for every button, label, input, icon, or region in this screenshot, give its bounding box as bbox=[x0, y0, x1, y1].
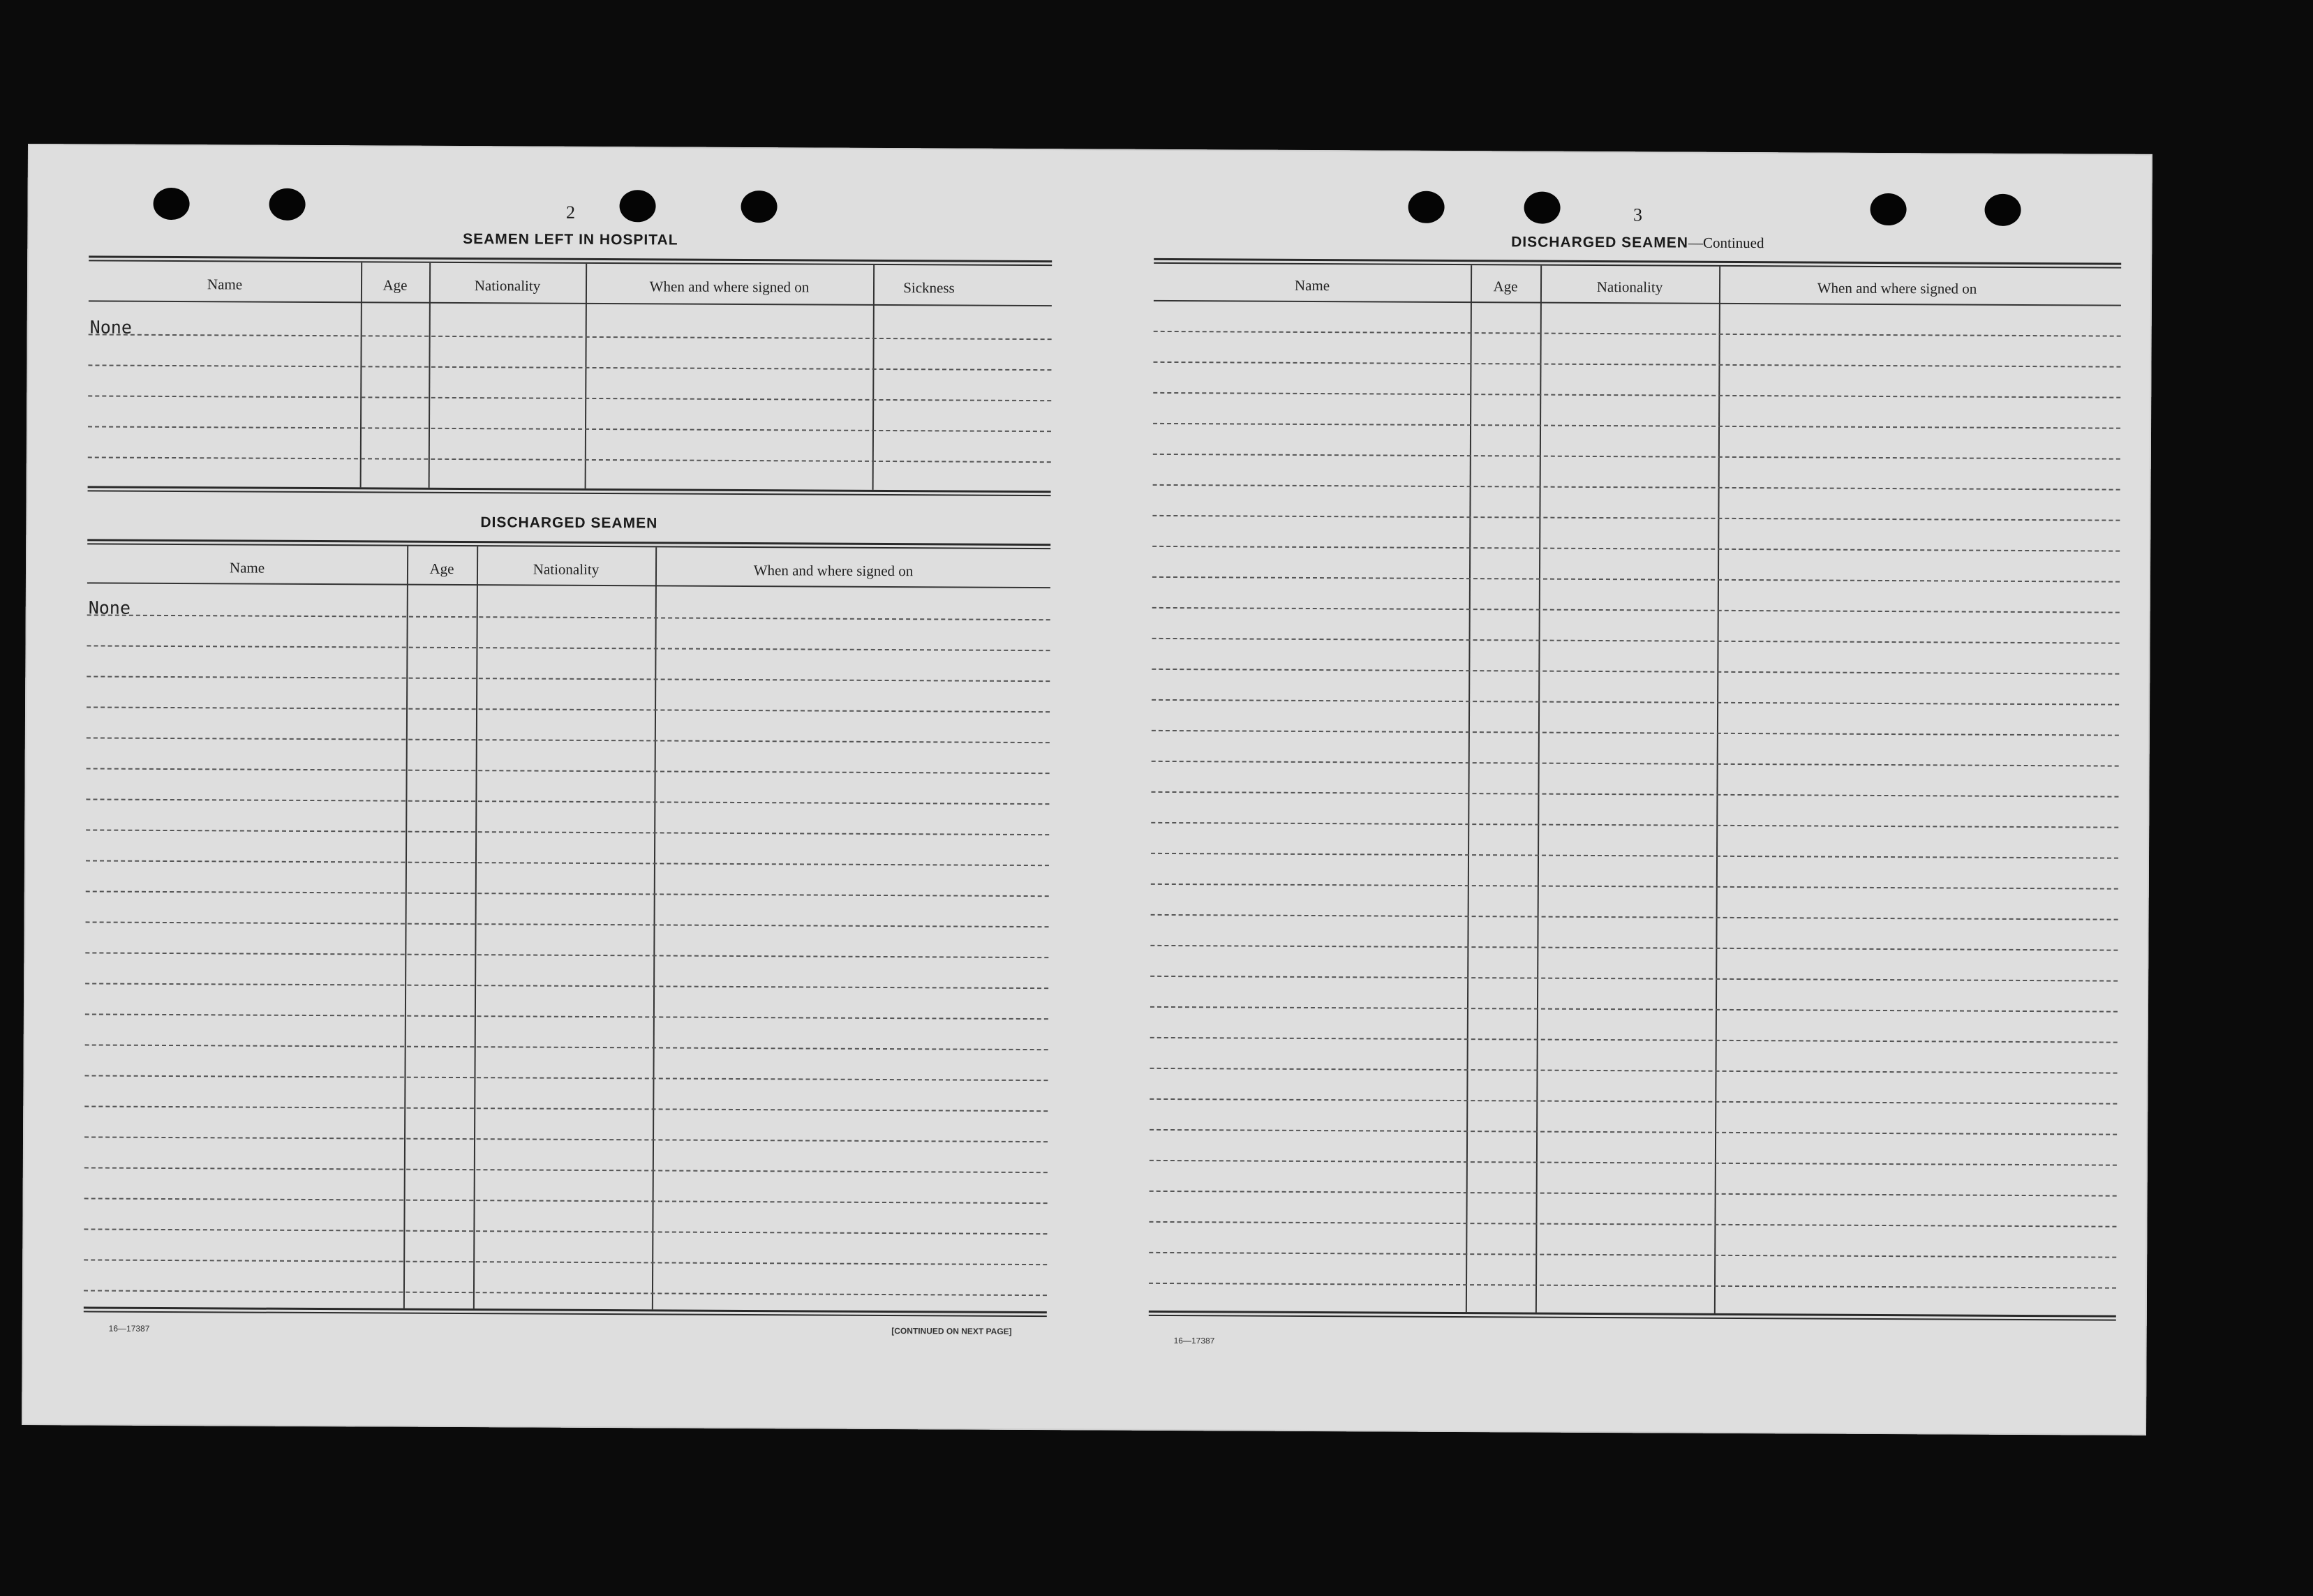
hospital-table-header bbox=[89, 265, 1052, 306]
ruled-line bbox=[87, 706, 1050, 713]
ruled-line bbox=[1150, 1037, 2118, 1043]
ruled-line bbox=[1150, 976, 2118, 982]
ruled-line bbox=[85, 952, 1048, 958]
col-header-nationality: Nationality bbox=[533, 560, 600, 578]
ruled-line bbox=[84, 1198, 1048, 1204]
ruled-line bbox=[84, 1105, 1048, 1112]
table-top-rule bbox=[89, 255, 1052, 266]
ruled-line bbox=[1149, 1221, 2116, 1228]
discharged-continued-title bbox=[1154, 232, 2121, 254]
col-header-nationality: Nationality bbox=[474, 276, 541, 294]
ruled-line bbox=[84, 1290, 1047, 1296]
form-number: 16—17387 bbox=[108, 1323, 150, 1334]
ruled-line bbox=[88, 395, 1051, 401]
column-divider bbox=[360, 262, 363, 487]
column-divider bbox=[652, 547, 657, 1309]
hospital-table bbox=[88, 255, 1053, 498]
hospital-entry-none: None bbox=[89, 317, 133, 338]
ruled-line bbox=[1150, 1098, 2117, 1105]
ruled-line bbox=[1151, 853, 2118, 859]
ruled-line bbox=[89, 334, 1052, 340]
ruled-line bbox=[88, 364, 1051, 371]
ruled-line bbox=[88, 456, 1051, 463]
col-header-signed-on: When and where signed on bbox=[753, 561, 914, 579]
col-header-nationality: Nationality bbox=[1596, 278, 1663, 295]
ruled-line bbox=[87, 768, 1050, 774]
ruled-line bbox=[1152, 515, 2120, 521]
discharged-continued-table bbox=[1149, 258, 2121, 1324]
col-header-name: Name bbox=[1294, 276, 1330, 294]
ruled-line bbox=[1151, 822, 2118, 828]
section-title-suffix: —Continued bbox=[1688, 234, 1764, 252]
ruled-line bbox=[1153, 392, 2120, 398]
col-header-signed-on: When and where signed on bbox=[649, 277, 810, 295]
col-header-name: Name bbox=[207, 275, 243, 293]
ruled-line bbox=[85, 1013, 1048, 1020]
column-divider bbox=[1714, 267, 1720, 1313]
page-number: 2 bbox=[565, 202, 576, 223]
left-page bbox=[88, 144, 1053, 1336]
column-divider bbox=[585, 264, 588, 489]
ruled-line bbox=[1152, 669, 2119, 675]
column-divider bbox=[872, 265, 875, 490]
column-divider bbox=[403, 546, 408, 1308]
col-header-age: Age bbox=[1493, 277, 1518, 294]
ruled-line bbox=[84, 1228, 1047, 1235]
ruled-line bbox=[1153, 423, 2120, 429]
ruled-line bbox=[84, 1167, 1048, 1173]
ruled-line bbox=[84, 1136, 1048, 1142]
ruled-line bbox=[1151, 914, 2118, 920]
page-number: 3 bbox=[1633, 204, 1643, 225]
table-bottom-rule bbox=[84, 1306, 1047, 1317]
col-header-sickness: Sickness bbox=[903, 278, 955, 296]
ruled-line bbox=[86, 829, 1049, 835]
ruled-line bbox=[1152, 576, 2120, 583]
ruled-line bbox=[86, 860, 1049, 866]
ruled-line bbox=[1150, 1160, 2117, 1166]
continued-note: [CONTINUED ON NEXT PAGE] bbox=[891, 1326, 1012, 1336]
ruled-line bbox=[87, 645, 1050, 651]
ruled-line bbox=[1150, 945, 2118, 951]
column-divider bbox=[429, 263, 431, 488]
ruled-line bbox=[1150, 1068, 2118, 1074]
col-header-age: Age bbox=[429, 560, 454, 577]
ruled-line bbox=[1154, 331, 2121, 337]
ruled-line bbox=[1151, 791, 2118, 798]
column-divider bbox=[473, 546, 478, 1308]
ruled-line bbox=[1152, 699, 2119, 706]
ruled-line bbox=[88, 426, 1051, 432]
table-bottom-rule bbox=[88, 486, 1051, 496]
ruled-line bbox=[86, 798, 1049, 805]
discharged-section-title: DISCHARGED SEAMEN bbox=[480, 514, 658, 532]
ruled-line bbox=[1152, 730, 2119, 736]
right-page bbox=[1154, 149, 2122, 1346]
column-divider bbox=[1535, 266, 1542, 1313]
document-sheet bbox=[22, 144, 2152, 1435]
ruled-line bbox=[85, 983, 1048, 989]
table-bottom-rule bbox=[1149, 1311, 2116, 1321]
ruled-line bbox=[1152, 638, 2120, 644]
column-divider bbox=[1466, 265, 1472, 1312]
ruled-line bbox=[1152, 546, 2120, 552]
ruled-line bbox=[1150, 1006, 2118, 1013]
ruled-line bbox=[86, 890, 1049, 897]
ruled-line bbox=[84, 1259, 1047, 1265]
col-header-signed-on: When and where signed on bbox=[1817, 279, 1977, 297]
ruled-line bbox=[1150, 1191, 2117, 1197]
ruled-line bbox=[1149, 1283, 2116, 1289]
ruled-line bbox=[1149, 1252, 2116, 1258]
table-top-rule bbox=[87, 539, 1050, 549]
col-header-name: Name bbox=[229, 558, 265, 576]
form-number: 16—17387 bbox=[1173, 1336, 1215, 1346]
ruled-line bbox=[1153, 484, 2120, 491]
ruled-line bbox=[1150, 1129, 2117, 1135]
col-header-age: Age bbox=[382, 276, 408, 294]
ruled-line bbox=[87, 737, 1050, 743]
ruled-line bbox=[85, 1044, 1048, 1050]
hospital-section-title: SEAMEN LEFT IN HOSPITAL bbox=[463, 231, 678, 248]
discharged-entry-none: None bbox=[88, 597, 131, 618]
section-title-text: DISCHARGED SEAMEN bbox=[1511, 234, 1689, 251]
ruled-line bbox=[1152, 607, 2120, 613]
ruled-line bbox=[86, 921, 1049, 927]
ruled-line bbox=[84, 1075, 1048, 1081]
ruled-line bbox=[1153, 454, 2120, 460]
discharged-table bbox=[84, 539, 1051, 1332]
ruled-line bbox=[1153, 361, 2120, 368]
ruled-line bbox=[1152, 761, 2119, 767]
ruled-line bbox=[87, 676, 1050, 682]
ruled-line bbox=[87, 614, 1050, 620]
ruled-line bbox=[1151, 883, 2118, 890]
